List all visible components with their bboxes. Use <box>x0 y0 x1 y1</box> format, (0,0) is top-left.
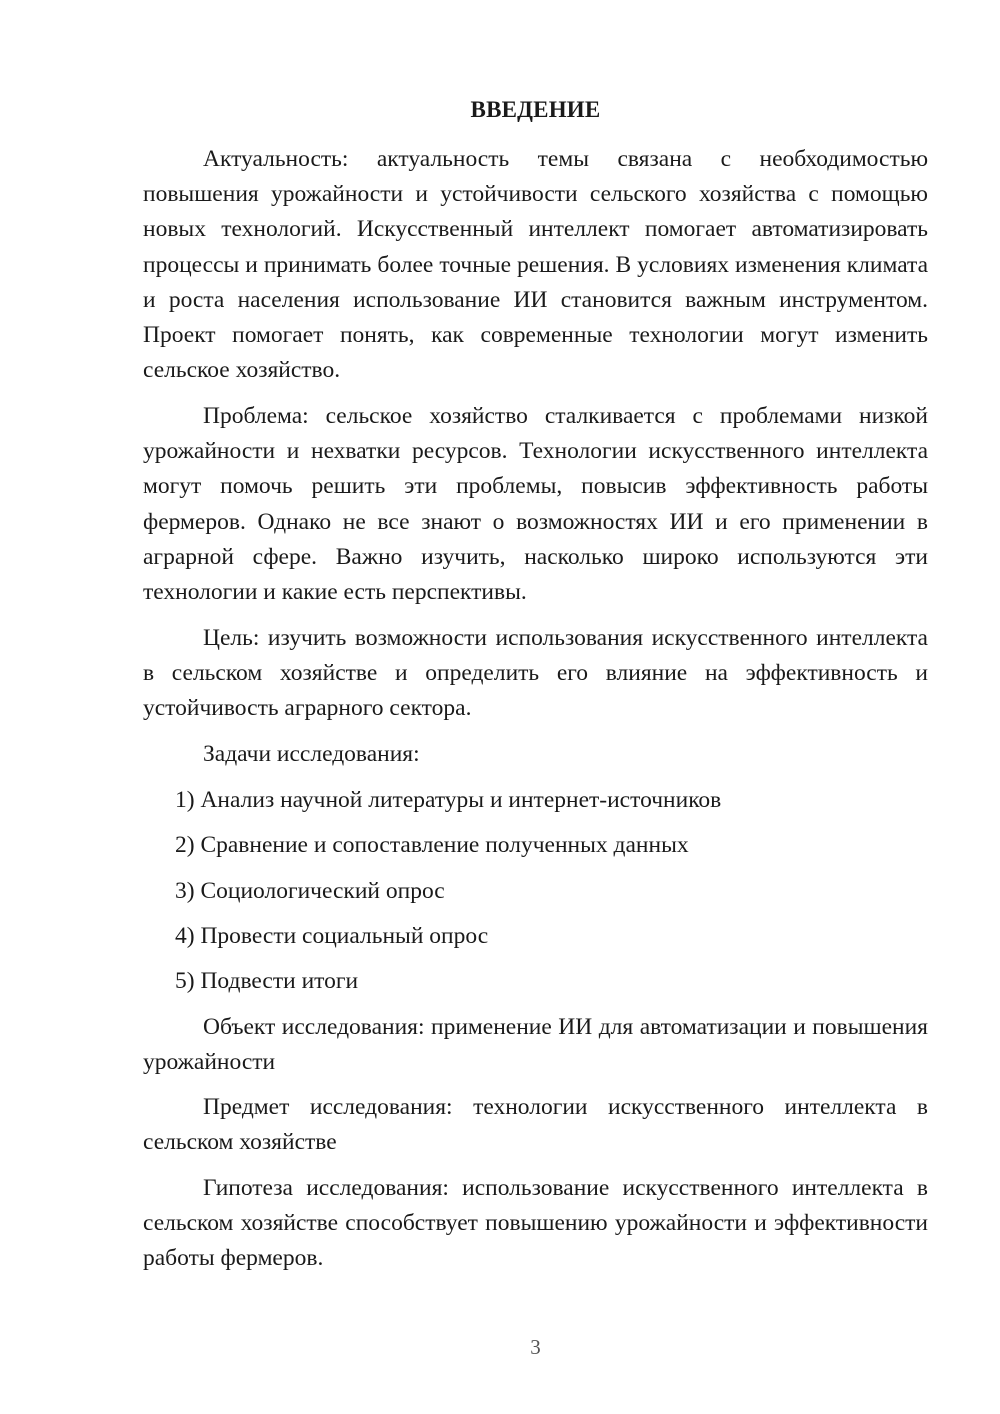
paragraph-problem: Проблема: сельское хозяйство сталкивается с проблемами низкой урожайности и нехватки ресурсов. Технологии искусственного интеллекта могут помочь решить эти проблемы, повысив эффективность работы фермеров. Однако не все знают о возможностях ИИ и его применении в аграрной сфере. Важно изучить, насколько широко используются эти технологии и какие есть перспективы. <box>143 403 928 606</box>
page-title: ВВЕДЕНИЕ <box>470 97 601 122</box>
task-item: 2) Сравнение и сопоставление полученных данных <box>175 832 689 858</box>
task-item: 4) Провести социальный опрос <box>175 923 489 949</box>
paragraph-hypothesis: Гипотеза исследования: использование искусственного интеллекта в сельском хозяйстве способствует повышению урожайности и эффективности работы фермеров. <box>143 1175 928 1272</box>
task-item: 1) Анализ научной литературы и интернет-источников <box>175 787 722 813</box>
task-item: 3) Социологический опрос <box>175 878 445 904</box>
tasks-heading: Задачи исследования: <box>203 741 420 767</box>
task-item: 5) Подвести итоги <box>175 968 359 994</box>
paragraph-subject: Предмет исследования: технологии искусственного интеллекта в сельском хозяйстве <box>143 1094 928 1156</box>
paragraph-relevance: Актуальность: актуальность темы связана с необходимостью повышения урожайности и устойчивости сельского хозяйства с помощью новых технологий. Искусственный интеллект помогает автоматизировать процессы и принимать более точные решения. В условиях изменения климата и роста населения использование ИИ становится важным инструментом. Проект помогает понять, как современные технологии могут изменить сельское хозяйство. <box>143 146 928 384</box>
page-number: 3 <box>530 1335 541 1359</box>
paragraph-goal: Цель: изучить возможности использования искусственного интеллекта в сельском хозяйстве и определить его влияние на эффективность и устойчивость аграрного сектора. <box>143 625 928 722</box>
paragraph-object: Объект исследования: применение ИИ для автоматизации и повышения урожайности <box>143 1014 928 1076</box>
